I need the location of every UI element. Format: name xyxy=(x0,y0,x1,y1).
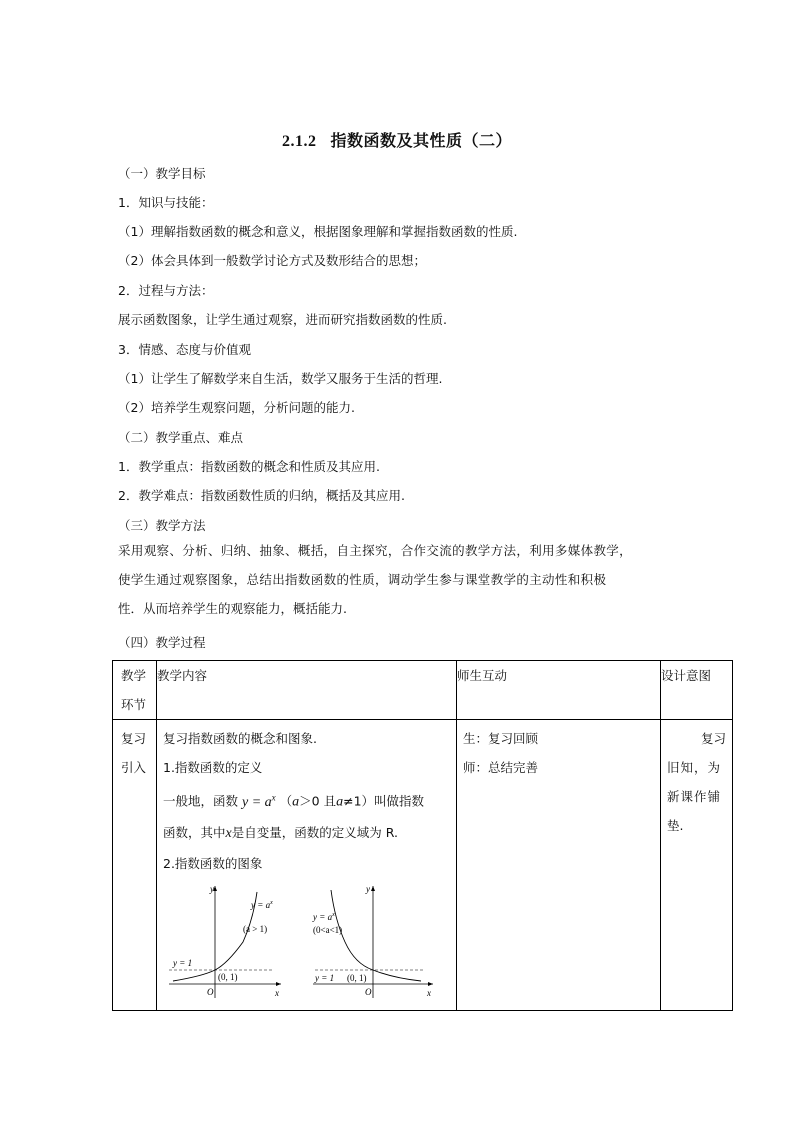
content-line: 2.指数函数的图象 xyxy=(163,855,263,871)
subheading-attitude: 3．情感、态度与价值观 xyxy=(118,342,251,357)
table-header-row xyxy=(113,661,733,720)
section-heading-objectives: （一）教学目标 xyxy=(118,166,206,181)
y-axis-arrow xyxy=(371,886,375,891)
section-heading-key-points: （二）教学重点、难点 xyxy=(118,430,244,445)
subheading-process: 2．过程与方法： xyxy=(118,283,214,298)
decay-curve xyxy=(331,890,421,981)
condition-label: (0<a<1) xyxy=(313,924,343,935)
methods-line: 性．从而培养学生的观察能力，概括能力. xyxy=(118,601,347,616)
key-point-item: 1．教学重点：指数函数的概念和性质及其应用. xyxy=(118,459,380,474)
x-axis-arrow xyxy=(428,982,433,986)
methods-line: 采用观察、分析、归纳、抽象、概括，自主探究，合作交流的教学方法，利用多媒体教学， xyxy=(118,543,633,558)
condition-label: (a > 1) xyxy=(243,923,268,934)
subheading-knowledge: 1．知识与技能： xyxy=(118,195,214,210)
header-interaction: 师生互动 xyxy=(457,661,661,720)
objective-item: （2）培养学生观察问题，分析问题的能力. xyxy=(118,400,355,415)
key-point-item: 2．教学难点：指数函数性质的归纳，概括及其应用. xyxy=(118,488,405,503)
methods-paragraph xyxy=(118,541,678,628)
title-number: 2.1.2 xyxy=(281,133,317,150)
header-content: 教学内容 xyxy=(157,661,457,720)
curve-label: $y = a^x$ xyxy=(313,911,335,922)
point-label: (0, 1) xyxy=(347,972,367,983)
section-heading-methods: （三）教学方法 xyxy=(118,518,206,533)
point-label: (0, 1) xyxy=(218,971,238,982)
definition-line: 一般地，函数 $y = a^x$ （a＞0 且a≠1）叫做指数 xyxy=(163,792,425,810)
x-axis-arrow xyxy=(276,982,281,986)
table-row xyxy=(113,720,733,1011)
formula: $y = a^x$ xyxy=(242,792,276,810)
methods-line: 使学生通过观察图象，总结出指数函数的性质，调动学生参与课堂教学的主动性和积极 xyxy=(118,572,607,587)
objective-item: （2）体会具体到一般数学讨论方式及数形结合的思想； xyxy=(118,253,426,268)
title-text: 指数函数及其性质（二） xyxy=(330,131,512,150)
objective-item: （1）让学生了解数学来自生活，数学又服务于生活的哲理. xyxy=(118,371,443,386)
asymptote-label: y = 1 xyxy=(173,957,193,968)
origin-label: O xyxy=(207,986,214,997)
content-line: 复习指数函数的概念和图象. xyxy=(163,731,317,746)
intent-cell: 复习 旧知，为 新课作铺 垫. xyxy=(661,720,733,1011)
asymptote-label: y = 1 xyxy=(315,972,335,983)
section-heading-process: （四）教学过程 xyxy=(118,635,206,650)
header-stage: 教学 环节 xyxy=(113,661,157,720)
y-axis-label: y xyxy=(366,883,370,894)
content-line: 1.指数函数的定义 xyxy=(163,760,263,775)
definition-line: 函数，其中x是自变量，函数的定义域为 R. xyxy=(163,824,398,841)
exponential-graphs xyxy=(163,880,453,1010)
teaching-process-table xyxy=(112,660,733,1011)
graph-a-greater-1 xyxy=(169,884,281,998)
origin-label: O xyxy=(365,986,372,997)
objective-item: 展示函数图象，让学生通过观察，进而研究指数函数的性质. xyxy=(118,312,447,327)
document-title xyxy=(0,128,794,151)
curve-label: $y = a^x$ xyxy=(251,899,273,910)
y-axis-label: y xyxy=(210,883,214,894)
graph-svg xyxy=(163,880,453,1010)
objective-item: （1）理解指数函数的概念和意义，根据图象理解和掌握指数函数的性质. xyxy=(118,224,518,239)
x-axis-label: x xyxy=(275,987,279,998)
interaction-cell: 生：复习回顾 师：总结完善 xyxy=(457,720,661,1011)
stage-cell: 复习 引入 xyxy=(113,720,157,1011)
x-axis-label: x xyxy=(427,987,431,998)
header-intent: 设计意图 xyxy=(661,661,733,720)
content-cell xyxy=(157,720,457,1011)
graph-a-less-1 xyxy=(312,884,433,998)
